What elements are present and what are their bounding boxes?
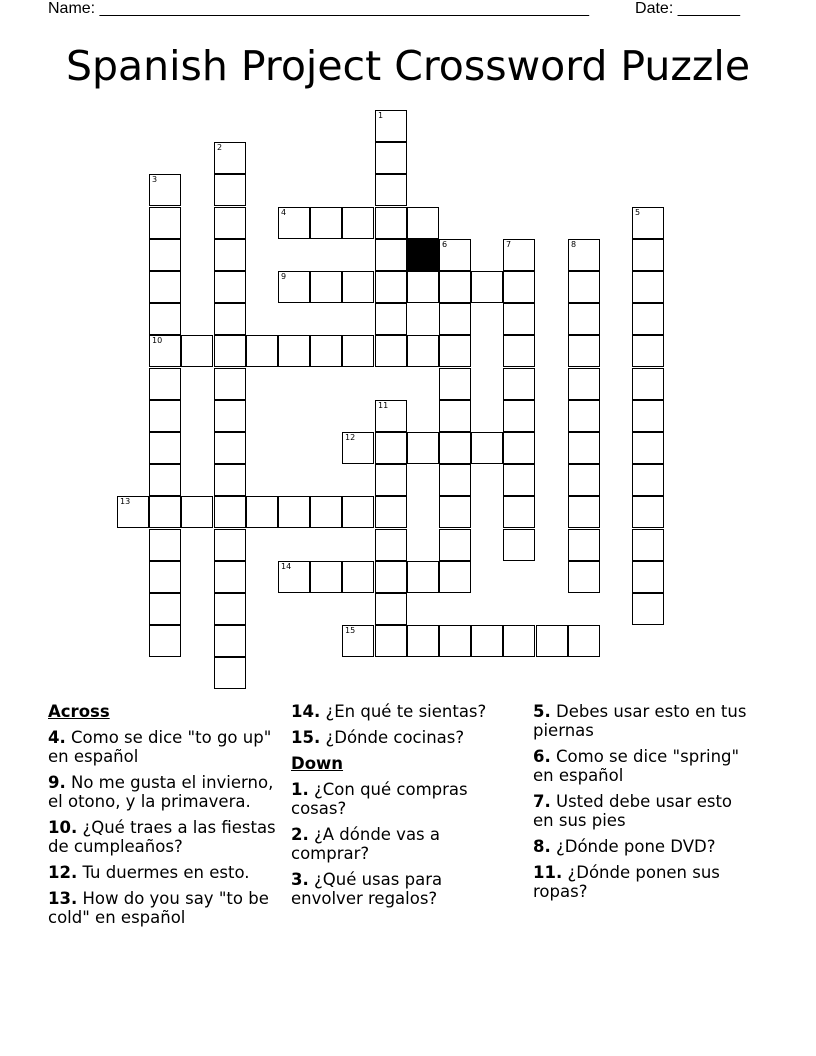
grid-cell[interactable] [310,271,342,303]
grid-cell[interactable] [503,303,535,335]
across-clue-13: 13. How do you say "to be cold" en español [48,889,269,927]
grid-cell[interactable] [278,561,310,593]
grid-cell[interactable] [407,625,439,657]
grid-cell[interactable] [568,335,600,367]
grid-cell[interactable] [439,303,471,335]
grid-cell[interactable] [149,529,181,561]
grid-cell[interactable] [342,625,374,657]
grid-cell[interactable] [310,496,342,528]
grid-cell[interactable] [278,271,310,303]
clue-number: 7 [506,240,512,249]
grid-cell[interactable] [503,335,535,367]
grid-cell[interactable] [310,561,342,593]
grid-cell[interactable] [632,561,664,593]
grid-cell[interactable] [214,207,246,239]
grid-cell[interactable] [407,335,439,367]
grid-cell[interactable] [214,464,246,496]
grid-cell[interactable] [632,529,664,561]
grid-cell[interactable] [503,271,535,303]
clue-column-1 [48,702,276,934]
grid-cell[interactable] [149,464,181,496]
grid-cell[interactable] [117,496,149,528]
page-title: Spanish Project Crossword Puzzle [65,42,751,90]
clue-column-2 [291,702,519,915]
grid-cell[interactable] [503,529,535,561]
down-clue-11: 11. ¿Dónde ponen sus ropas? [533,863,720,901]
grid-cell[interactable] [149,303,181,335]
grid-cell[interactable] [375,239,407,271]
grid-cell[interactable] [375,207,407,239]
down-clue-1: 1. ¿Con qué compras cosas? [291,780,468,818]
grid-cell[interactable] [439,239,471,271]
grid-cell[interactable] [375,593,407,625]
grid-cell[interactable] [214,561,246,593]
date-field-label[interactable]: Date: _______ [635,0,740,17]
grid-cell[interactable] [375,142,407,174]
across-heading: Across [48,702,110,721]
grid-cell[interactable] [568,529,600,561]
across-clue-14: 14. ¿En qué te sientas? [291,702,487,721]
grid-cell[interactable] [632,432,664,464]
grid-cell[interactable] [214,271,246,303]
grid-cell[interactable] [375,561,407,593]
grid-cell[interactable] [632,368,664,400]
grid-cell[interactable] [632,464,664,496]
grid-cell[interactable] [214,593,246,625]
across-clue-4: 4. Como se dice "to go up" en español [48,728,272,766]
grid-cell[interactable] [149,239,181,271]
grid-cell[interactable] [536,625,568,657]
grid-cell[interactable] [632,400,664,432]
grid-cell[interactable] [149,271,181,303]
across-clue-12: 12. Tu duermes en esto. [48,863,250,882]
down-heading: Down [291,754,344,773]
grid-cell[interactable] [342,271,374,303]
grid-cell[interactable] [278,207,310,239]
grid-cell[interactable] [503,625,535,657]
grid-cell[interactable] [632,335,664,367]
grid-cell[interactable] [149,368,181,400]
grid-cell[interactable] [568,561,600,593]
grid-cell[interactable] [568,496,600,528]
grid-cell[interactable] [375,110,407,142]
down-clue-7: 7. Usted debe usar esto en sus pies [533,792,733,830]
grid-cell[interactable] [375,625,407,657]
grid-cell[interactable] [375,271,407,303]
grid-cell[interactable] [149,174,181,206]
clue-number: 11 [378,401,389,410]
grid-cell[interactable] [214,335,246,367]
grid-cell[interactable] [407,561,439,593]
grid-cell[interactable] [181,335,213,367]
grid-cell[interactable] [375,400,407,432]
grid-cell[interactable] [342,207,374,239]
grid-cell[interactable] [632,496,664,528]
grid-cell[interactable] [439,529,471,561]
grid-cell[interactable] [375,529,407,561]
grid-cell[interactable] [214,625,246,657]
grid-cell[interactable] [471,432,503,464]
grid-cell[interactable] [632,271,664,303]
clue-number: 1 [378,111,384,120]
grid-cell[interactable] [439,432,471,464]
grid-cell[interactable] [439,335,471,367]
grid-cell[interactable] [149,335,181,367]
grid-cell[interactable] [342,496,374,528]
grid-cell[interactable] [503,368,535,400]
grid-cell[interactable] [568,625,600,657]
grid-cell[interactable] [632,239,664,271]
grid-cell[interactable] [214,239,246,271]
grid-cell[interactable] [214,657,246,689]
grid-cell[interactable] [149,625,181,657]
grid-cell[interactable] [439,400,471,432]
grid-cell[interactable] [342,432,374,464]
grid-cell[interactable] [503,432,535,464]
clue-number: 14 [281,562,292,571]
clue-number: 10 [152,336,163,345]
clue-number: 6 [442,240,448,249]
across-clue-10: 10. ¿Qué traes a las fiestas de cumpleaños? [48,818,276,856]
grid-cell[interactable] [246,335,278,367]
grid-cell[interactable] [375,432,407,464]
grid-cell[interactable] [568,400,600,432]
grid-cell[interactable] [310,335,342,367]
grid-cell[interactable] [439,561,471,593]
down-clue-3: 3. ¿Qué usas para envolver regalos? [291,870,443,908]
grid-cell[interactable] [439,271,471,303]
grid-cell[interactable] [214,368,246,400]
grid-cell[interactable] [214,529,246,561]
grid-cell[interactable] [278,496,310,528]
grid-cell[interactable] [214,432,246,464]
grid-cell[interactable] [375,464,407,496]
name-field-label[interactable]: Name: _______________________________________________________ [48,0,589,17]
grid-cell[interactable] [632,207,664,239]
grid-cell[interactable] [342,335,374,367]
grid-cell-black [407,239,439,271]
grid-cell[interactable] [149,207,181,239]
across-clue-15: 15. ¿Dónde cocinas? [291,728,465,747]
grid-cell[interactable] [407,207,439,239]
grid-cell[interactable] [439,496,471,528]
clue-number: 8 [571,240,577,249]
clue-number: 5 [635,208,641,217]
clue-column-3 [533,702,753,908]
grid-cell[interactable] [375,335,407,367]
grid-cell[interactable] [439,464,471,496]
grid-cell[interactable] [149,432,181,464]
grid-cell[interactable] [246,496,278,528]
grid-cell[interactable] [149,561,181,593]
down-clue-6: 6. Como se dice "spring" en español [533,747,740,785]
grid-cell[interactable] [214,142,246,174]
down-clue-5: 5. Debes usar esto en tus piernas [533,702,747,740]
grid-cell[interactable] [407,432,439,464]
grid-cell[interactable] [568,303,600,335]
grid-cell[interactable] [149,593,181,625]
clue-number: 2 [217,143,223,152]
grid-cell[interactable] [503,496,535,528]
clue-number: 15 [345,626,356,635]
grid-cell[interactable] [471,271,503,303]
grid-cell[interactable] [149,400,181,432]
grid-cell[interactable] [407,271,439,303]
grid-cell[interactable] [214,174,246,206]
grid-cell[interactable] [278,335,310,367]
down-clue-8: 8. ¿Dónde pone DVD? [533,837,716,856]
grid-cell[interactable] [568,271,600,303]
grid-cell[interactable] [503,464,535,496]
grid-cell[interactable] [310,207,342,239]
grid-cell[interactable] [214,303,246,335]
grid-cell[interactable] [632,303,664,335]
grid-cell[interactable] [214,496,246,528]
grid-cell[interactable] [149,496,181,528]
grid-cell[interactable] [503,400,535,432]
across-clue-9: 9. No me gusta el invierno, el otono, y la primavera. [48,773,274,811]
grid-cell[interactable] [568,239,600,271]
grid-cell[interactable] [503,239,535,271]
grid-cell[interactable] [181,496,213,528]
grid-cell[interactable] [568,464,600,496]
grid-cell[interactable] [439,625,471,657]
grid-cell[interactable] [375,303,407,335]
clue-number: 3 [152,175,158,184]
grid-cell[interactable] [375,174,407,206]
clue-number: 9 [281,272,287,281]
grid-cell[interactable] [568,432,600,464]
grid-cell[interactable] [471,625,503,657]
grid-cell[interactable] [214,400,246,432]
grid-cell[interactable] [439,368,471,400]
grid-cell[interactable] [342,561,374,593]
clue-number: 13 [120,497,131,506]
clue-number: 4 [281,208,287,217]
grid-cell[interactable] [568,368,600,400]
grid-cell[interactable] [632,593,664,625]
clue-number: 12 [345,433,356,442]
grid-cell[interactable] [375,496,407,528]
down-clue-2: 2. ¿A dónde vas a comprar? [291,825,441,863]
